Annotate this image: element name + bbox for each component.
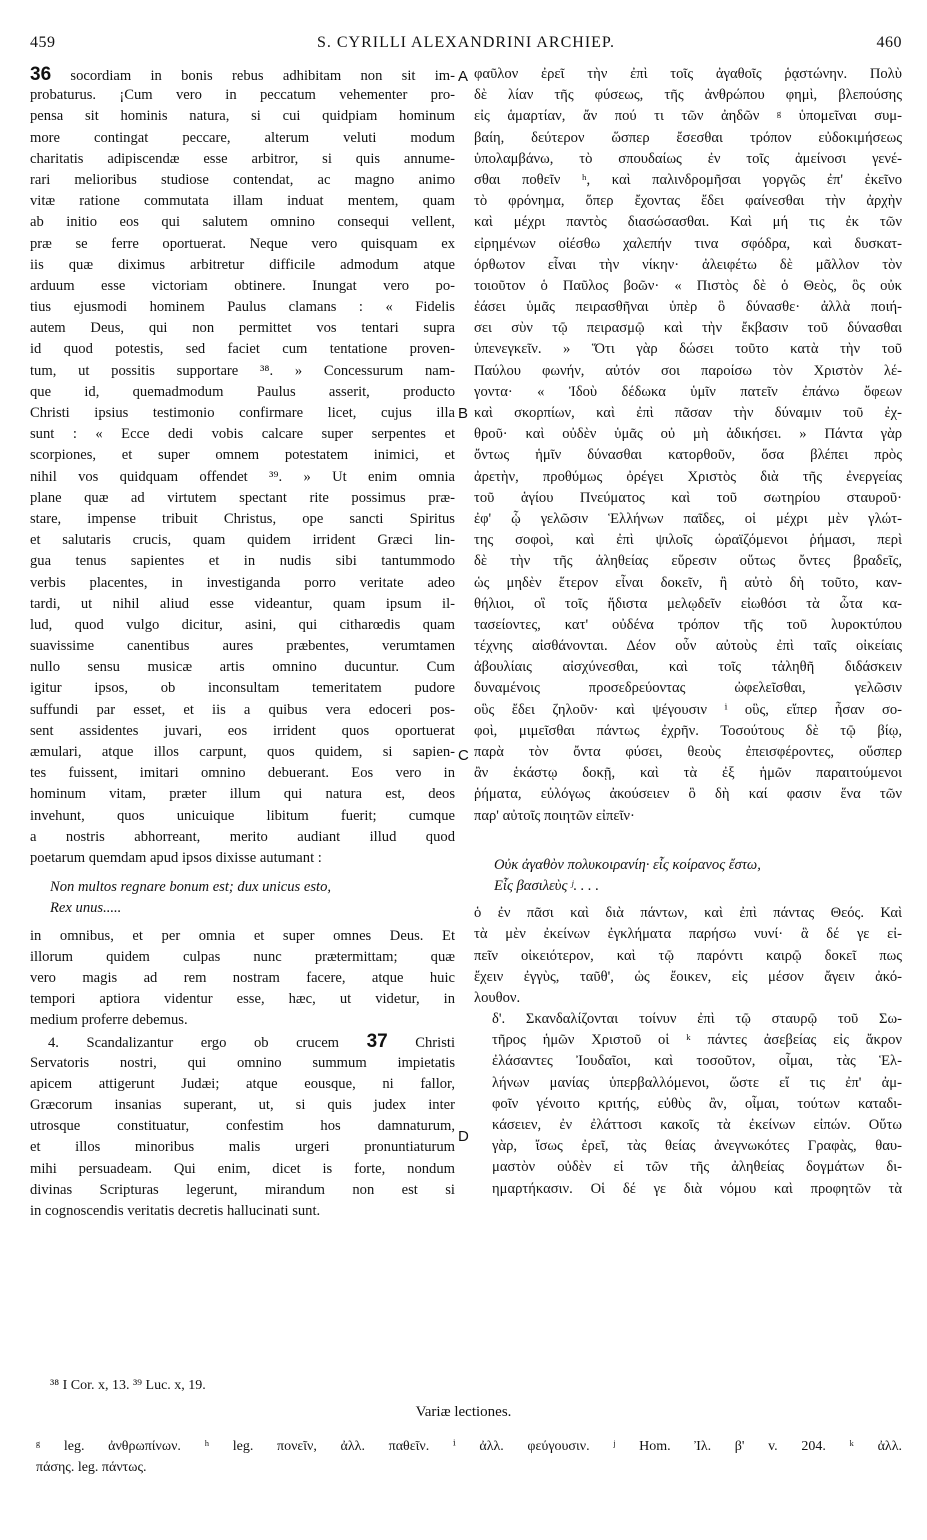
text-line: arduum esse victoriam obtinere. Inungat vero po- — [30, 277, 455, 294]
text-line: καὶ σκορπίων, καὶ ἐπὶ πᾶσαν τὴν δύναμιν τοῦ ἐχ- — [474, 405, 902, 421]
text-line: 36 socordiam in bonis rebus adhibitam non sit im- — [30, 64, 455, 85]
text-line: invehunt, quos unicuique libitum fuerit; cumque — [30, 807, 455, 824]
text-line: Græcorum insanias superant, ut, si quis judex inter — [30, 1097, 455, 1113]
greek-paragraph-3 — [474, 1009, 902, 1200]
latin-paragraph-2 — [30, 926, 455, 1032]
text-line: gua tenus sapientes et in nudis sibi tantummodo — [30, 553, 455, 570]
greek-column — [474, 64, 902, 1200]
text-line: lud, quod vulgo dicitur, asini, qui citharœdis quam — [30, 616, 455, 633]
text-line: ἔχειν ἐγγὺς, ταῦθ', ὡς ἔοικεν, εἰς μέσον ἄγειν ἀκό- — [474, 968, 902, 985]
greek-paragraph-1 — [474, 64, 902, 827]
text-line: præ se ferre oportuerat. Neque vero quisquam ex — [30, 235, 455, 252]
section-number: 37 — [366, 1031, 388, 1053]
text-line: ἂν ἑκάστῳ δοκῇ, καὶ τὰ ἐξ ἡμῶν παραιτούμενοι — [474, 765, 902, 782]
text-line: ὁ ἐν πᾶσι καὶ διὰ πάντων, καὶ ἐπὶ πάντας Θεός. Καὶ — [474, 905, 902, 922]
footnotes: ³⁸ I Cor. x, 13. ³⁹ Luc. x, 19. — [50, 1378, 206, 1393]
text-line: Non multos regnare bonum est; dux unicus esto, — [50, 879, 332, 896]
text-line: et salutaris crucis, quam quidem irrident Græci lin- — [30, 532, 455, 549]
text-line: ἀρετὴν, προθύμως ὀρέγει Χριστὸς διὰ τῆς ἐνεργείας — [474, 468, 902, 485]
text-line: nullo sensu musicæ artis omnino ducuntur. Cum — [30, 659, 455, 676]
text-line: tes fuissent, imitari omnino debuerant. Eos vero in — [30, 765, 455, 782]
page-number-right: 460 — [876, 34, 902, 51]
text-line: Rex unus..... — [50, 900, 122, 917]
text-line: τὰ μὲν ἐκείνων ἐγκλήματα παρήσω νυνί· ἃ δέ γε εἰ- — [474, 926, 902, 943]
text-line: μαστὸν οὐδὲν εἰ τῶν τῆς ἀληθείας δογμάτων δι- — [492, 1159, 902, 1176]
text-line: σει σὺν τῷ πειρασμῷ καὶ τὴν ἔκβασιν τοῦ δύνασθαι — [474, 320, 902, 337]
text-line: plane quæ ad virtutem spectant rite possimus præ- — [30, 489, 455, 506]
text-line: ἐφ' ᾧ γελῶσιν Ἑλλήνων παῖδες, οἱ μέχρι μὲν γλώτ- — [474, 510, 902, 527]
text-line: hominum vitam, præter illum qui natura est, deos — [30, 786, 455, 803]
text-line: tum, ut possitis supportare ³⁸. » Concessurum nam- — [30, 362, 455, 379]
text-line: τοῦ ἁγίου Πνεύματος καὶ τοῦ σωτηρίου σταυροῦ· — [474, 489, 902, 506]
text-line: sunt : « Ecce dedi vobis calcare super serpentes et — [30, 426, 455, 443]
variae-lectiones — [36, 1436, 902, 1478]
text-line: ὑπενεγκεῖν. » Ὅτι γὰρ δώσει τοῦτο κατὰ τὴν τοῦ — [474, 341, 902, 358]
text-line: pensa sit hominis natura, si cui quidpiam hominum — [30, 108, 455, 125]
text-line: nihil vos quidquam offendet ³⁹. » Ut enim omnia — [30, 468, 455, 485]
text-line: vero magis ad rem nostram facere, atque huic — [30, 969, 455, 986]
variae-lectiones-title: Variæ lectiones. — [415, 1404, 512, 1420]
text-line: εἰρημένων οἰέσθω χαλεπήν τινα σφόδρα, καὶ δυσκατ- — [474, 235, 902, 252]
text-line: γὰρ, ἴσως ἐρεῖ, τὰς θείας ἀνεγνωκότες Γραφὰς, θαυ- — [492, 1138, 902, 1155]
text-line: rari melioribus studiose contendat, ac magno animo — [30, 171, 455, 188]
section-number: 36 — [30, 64, 52, 85]
text-line: τῆρος ἡμῶν Χριστοῦ οἱ ᵏ πάντες ἀσεβείας εἰς ἄκρον — [492, 1032, 902, 1049]
text-line: medium proferre debemus. — [30, 1012, 188, 1029]
text-line: illorum quidem culpas nunc prætermittam; quæ — [30, 948, 455, 965]
text-line: ὄντως ἡμῖν δύνασθαι κατορθοῦν, ὅσα βλέπει πρὸς — [474, 447, 902, 464]
margin-marker-c: C — [458, 747, 469, 764]
text-line: Εἷς βασιλεὺς ʲ. . . . — [494, 877, 599, 894]
latin-paragraph-3 — [30, 1053, 455, 1223]
text-line: παρ' αὐτοῖς ποιητῶν εἰπεῖν· — [474, 807, 635, 824]
text-line: τέχνης αἰσθάνονται. Δέον οὖν αὐτοὺς ἐπὶ ταῖς οἰκείαις — [474, 638, 902, 655]
text-line: καὶ μέχρι παντὸς διασώσασθαι. Καὶ μή τις ἐκ τῶν — [474, 214, 902, 231]
text-line: tempori aptiora videntur esse, hæc, ut videtur, in — [30, 991, 455, 1008]
text-line: ἐάσει ὑμᾶς πειρασθῆναι ὑπὲρ ὃ δύνασθε· ἀλλὰ ποιή- — [474, 299, 902, 316]
text-line: φαῦλον ἐρεῖ τὴν ἐπὶ τοῖς ἀγαθοῖς ῥᾳστώνην. Πολὺ — [474, 66, 902, 82]
text-line: verbis placentes, in investiganda porro veritate adeo — [30, 574, 455, 591]
text-line: ῥήματα, εὐλόγως ἀκούσειεν ὃ δὴ καί φασιν ἕνα τῶν — [474, 786, 902, 803]
text-line: οὓς ἔδει ζηλοῦν· καὶ ψέγουσιν ⁱ οὓς, εἴπερ ἦσαν σο- — [474, 701, 902, 718]
page-number-left: 459 — [30, 34, 56, 51]
text-line: θήλιοι, οἳ τοῖς ἥδιστα μελῳδεῖν εἰωθόσι τὰ ὦτα κα- — [474, 595, 902, 612]
text-line: charitatis adipiscendæ esse arbitror, si quis annume- — [30, 150, 455, 167]
greek-quote — [474, 855, 902, 897]
text-line: ᵍ leg. ἀνθρωπίνων. ʰ leg. πονεῖν, ἀλλ. παθεῖν. ⁱ ἀλλ. φεύγουσιν. ʲ Hom. Ἰλ. β' v. 204. ᵏ ἀλλ. — [36, 1439, 902, 1454]
running-title: S. CYRILLI ALEXANDRINI ARCHIEP. — [316, 34, 616, 51]
text-line: et illos minoribus malis urgeri pronuntiaturum — [30, 1139, 455, 1156]
text-line: φοὶ, μιμεῖσθαι πάντως ἐχρῆν. Τοσούτους δὲ τῷ βίῳ, — [474, 722, 902, 739]
text-line: βαίη, δεύτερον ὥσπερ ἔσεσθαι τρόπον εὐδοκιμήσεως — [474, 129, 902, 146]
text-line: igitur ipsos, ob inconsultam temeritatem pudore — [30, 680, 455, 697]
text-line: æmulari, atque illos carpunt, quos quidem, si sapien- — [30, 744, 455, 760]
latin-column — [30, 64, 455, 1222]
text-line: utrosque constituatur, confestim hos damnaturum, — [30, 1118, 455, 1135]
text-line: Παύλου φωνήν, αὐτόν σοι παροίσω τὸν Χριστὸν λέ- — [474, 362, 902, 379]
text-line: δυναμένοις προσεδρεύοντας ὠφελεῖσθαι, γελῶσιν — [474, 680, 902, 697]
text-line: tardi, ut nihil aliud esse videantur, quam ipsum il- — [30, 595, 455, 612]
text-line: πάσης. leg. πάντως. — [36, 1460, 147, 1475]
text-line: autem Deus, qui non permittet vos tentari supra — [30, 320, 455, 337]
text-line: iis quæ diximus arbitretur difficile admodum atque — [30, 256, 455, 273]
text-line: πεῖν οἰκειότερον, καὶ τῷ παρόντι καιρῷ δοκεῖ πως — [474, 947, 902, 964]
text-line: divinas Scripturas legerunt, mirandum non est si — [30, 1181, 455, 1198]
text-line: Servatoris nostri, qui omnino summum impietatis — [30, 1054, 455, 1071]
text-line: apicem attigerunt Judæi; atque eousque, ni fallor, — [30, 1075, 455, 1092]
margin-marker-a: A — [458, 68, 469, 85]
text-line: ὡς μηδὲν ἕτερον εἶναι δοκεῖν, ἢ αὐτὸ δὴ τοῦτο, καν- — [474, 574, 902, 591]
text-line: ab initio eos qui salutem omnino consequi vellent, — [30, 214, 455, 231]
text-line: τοιοῦτον ὁ Παῦλος βοῶν· « Πιστὸς δὲ ὁ Θεὸς, ὃς οὐκ — [474, 277, 902, 294]
text-line: suffundi par esset, et iis a quibus vera edoceri pos- — [30, 701, 455, 718]
text-line: vitæ ratione commutata illam induat mentem, quam — [30, 193, 455, 210]
text-line: more contingat peccare, alterum veluti modum — [30, 129, 455, 146]
text-line: 4. Scandalizantur ergo ob crucem 37 Christi — [48, 1031, 455, 1053]
text-line: κάσειεν, ἐν ἐλάττοσι κακοῖς τὰ ἐκείνων εἰπών. Οὕτω — [492, 1117, 902, 1133]
text-line: όρθωτον εἶναι τὴν νίκην· ἀλειφέτω δὲ μᾶλλον τὸν — [474, 256, 902, 273]
margin-marker-d: D — [458, 1128, 469, 1145]
text-line: τασείοντες, κατ' οὐδένα τρόπον τῆς τοῦ λυροκτύπου — [474, 616, 902, 633]
text-line: in cognoscendis veritatis decretis hallucinati sunt. — [30, 1202, 321, 1219]
text-line: τὸ φρόνημα, ὅπερ ἔχοντας ἔδει φαίνεσθαι τὴν ἀρχὴν — [474, 193, 902, 210]
text-line: sent assidentes juvari, eos irrident quos oportuerat — [30, 722, 455, 739]
text-line: probaturus. ¡Cum vero in peccatum vehementer pro- — [30, 87, 455, 104]
text-line: poetarum quemdam apud ipsos dixisse autumant : — [30, 849, 322, 866]
text-line: σθαι ποθεῖν ʰ, καὶ παλινδρομῆσαι γοργῶς ἐπ' ἐκεῖνο — [474, 171, 902, 188]
text-line: δ'. Σκανδαλίζονται τοίνυν ἐπὶ τῷ σταυρῷ τοῦ Σω- — [492, 1011, 902, 1028]
text-line: ἀβουλίαις αἰσχύνεσθαι, καὶ τοῖς τἀληθῆ διδάσκειν — [474, 659, 902, 676]
text-line: δὲ λίαν τῆς φύσεως, τῆς ἀνθρώπου φημὶ, βλεπούσης — [474, 87, 902, 104]
text-line: scorpiones, et super omnem potestatem inimici, et — [30, 447, 455, 464]
text-line: λήνων μανίας ὑπερβαλλόμενοι, ὥστε εἴ τις ἐπ' ἀμ- — [492, 1074, 902, 1091]
text-line: a nostris abhorreant, merito audiant illud quod — [30, 828, 455, 845]
text-line: in omnibus, et per omnia et super omnes Deus. Et — [30, 927, 455, 944]
greek-paragraph-2 — [474, 903, 902, 1009]
latin-quote — [30, 877, 455, 919]
text-line: λουθον. — [474, 989, 521, 1006]
text-line: ὑπολαμβάνω, τὸ σπουδαίως ἐν τοῖς ἀμείνοσι γενέ- — [474, 150, 902, 167]
text-line: εἰς ἁμαρτίαν, ἄν πού τι τῶν ἀηδῶν ᵍ ὑπομεῖναι συμ- — [474, 108, 902, 125]
text-line: id quod potestis, sed faciet cum tentatione proven- — [30, 341, 455, 358]
text-line: ἐλάσαντες Ἰουδαῖοι, καὶ τοσοῦτον, οἶμαι, τὰς Ἑλ- — [492, 1053, 902, 1070]
text-line: γοντα· « Ἰδοὺ δέδωκα ὑμῖν πατεῖν ἐπάνω ὄφεων — [474, 383, 902, 400]
latin-paragraph-1 — [30, 85, 455, 869]
text-line: tius ejusmodi hominem Paulus clamans : « Fidelis — [30, 299, 455, 316]
text-line: Christi ipsius testimonio confirmare licet, cujus illa — [30, 405, 455, 421]
text-line: της σοφοὶ, καὶ ἐπὶ ψιλοῖς ὡραϊζόμενοι ῥήμασι, περὶ — [474, 532, 902, 549]
text-line: mihi persuadeam. Qui enim, dicet is forte, nondum — [30, 1160, 455, 1177]
text-line: Οὐκ ἀγαθὸν πολυκοιρανίη· εἷς κοίρανος ἔστω, — [494, 856, 761, 873]
text-line: φοῖν γένοιτο κριτής, εὐθὺς ἂν, οἶμαι, τούτων καταδι- — [492, 1095, 902, 1112]
text-line: παρὰ τὸν ὄντα φύσει, θεοὺς ἐπεισφέροντες, οὕσπερ — [474, 744, 902, 760]
page-header — [30, 34, 902, 60]
text-line: suavissime canentibus aures præbentes, verumtamen — [30, 638, 455, 655]
margin-marker-b: B — [458, 405, 469, 422]
text-line: θροῦ· καὶ οὐδὲν ὑμᾶς οὐ μὴ ἀδικήσει. » Πάντα γὰρ — [474, 426, 902, 443]
text-line: que id, quemadmodum Paulus asserit, producto — [30, 383, 455, 400]
text-line: ημαρτήκασιν. Οἱ δέ γε διὰ νόμου καὶ προφητῶν τὰ — [492, 1180, 902, 1197]
text-line: stare, impense tribuit Christus, ope sancti Spiritus — [30, 510, 455, 527]
text-line: δὲ τὴν τῆς ἀληθείας εὕρεσιν οὕτως ὄντες βραδεῖς, — [474, 553, 902, 570]
